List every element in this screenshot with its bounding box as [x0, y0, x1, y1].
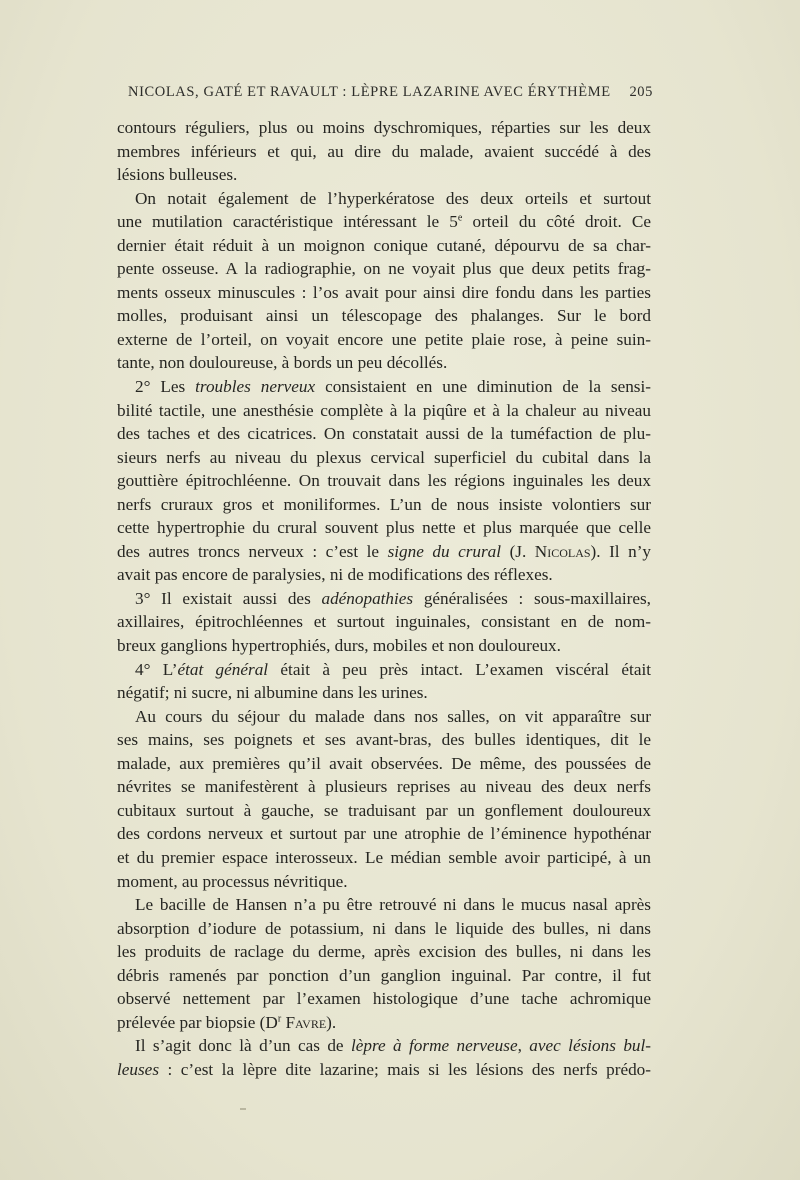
text-line: lésions bulleuses.: [117, 165, 238, 185]
text-line: membres inférieurs et qui, au dire du malade, avaient succédé à des: [117, 141, 651, 161]
text-line: axillaires, épitrochléennes et surtout inguinales, consistant en de nom-: [117, 612, 651, 632]
text-line: les produits de raclage du derme, après excision des bulles, ni dans les: [117, 942, 651, 962]
text-line: 2° Les troubles nerveux consistaient en une diminution de la sensi-: [135, 377, 651, 397]
text-line: absorption d’iodure de potassium, ni dans le liquide des bulles, ni dans: [117, 918, 651, 938]
text-line: débris ramenés par ponction d’un ganglion inguinal. Par contre, il fut: [117, 965, 651, 985]
running-title: NICOLAS, GATÉ ET RAVAULT : LÈPRE LAZARINE AVEC ÉRYTHÈME: [128, 84, 611, 100]
text-line: des autres troncs nerveux : c’est le signe du crural (J. Nicolas). Il n’y: [117, 541, 652, 561]
text-line: ses mains, ses poignets et ses avant-bras, des bulles identiques, dit le: [117, 730, 651, 750]
text-line: des taches et des cicatrices. On constatait aussi de la tuméfaction de plu-: [117, 424, 651, 444]
text-line: et du premier espace interosseux. Le médian semble avoir participé, à un: [117, 847, 651, 867]
text-line: gouttière épitrochléenne. On trouvait dans les régions inguinales les deux: [117, 471, 651, 491]
text-line: leuses : c’est la lèpre dite lazarine; mais si les lésions des nerfs prédo-: [117, 1059, 651, 1079]
text-line: contours réguliers, plus ou moins dyschromiques, réparties sur les deux: [117, 118, 651, 137]
text-line: sieurs nerfs au niveau du plexus cervical superficiel du cubital dans la: [117, 447, 651, 467]
text-line: ments osseux minuscules : l’os avait pour ainsi dire fondu dans les parties: [117, 282, 651, 302]
page-number: 205: [629, 84, 653, 100]
body-text: [117, 116, 651, 1081]
text-line: 4° L’état général était à peu près intact. L’examen viscéral était: [135, 659, 652, 679]
text-line: molles, produisant ainsi un télescopage des phalanges. Sur le bord: [117, 306, 651, 326]
text-line: cette hypertrophie du crural souvent plus nette et plus marquée que celle: [117, 518, 651, 538]
text-line: bilité tactile, une anesthésie complète à la piqûre et à la chaleur au niveau: [117, 400, 651, 420]
text-line: Au cours du séjour du malade dans nos salles, on vit apparaître sur: [135, 706, 651, 726]
text-line: nerfs cruraux gros et moniliformes. L’un de nous insiste volontiers sur: [117, 494, 651, 514]
text-line: moment, au processus névritique.: [117, 871, 348, 891]
text-line: On notait également de l’hyperkératose des deux orteils et surtout: [135, 188, 651, 208]
text-line: névrites se manifestèrent à plusieurs reprises au niveau des deux nerfs: [117, 777, 651, 797]
text-line: breux ganglions hypertrophiés, durs, mobiles et non douloureux.: [117, 636, 561, 656]
text-line: externe de l’orteil, on voyait encore une petite plaie rose, à peine suin-: [117, 329, 651, 349]
text-line: négatif; ni sucre, ni albumine dans les urines.: [117, 683, 428, 703]
text-line: tante, non douloureuse, à bords un peu décollés.: [117, 353, 448, 373]
text-line: cubitaux surtout à gauche, se traduisant par un gonflement douloureux: [117, 800, 651, 820]
text-line: prélevée par biopsie ($D^r$ Favre).: [117, 1012, 337, 1032]
text-line: 3° Il existait aussi des adénopathies généralisées : sous-maxillaires,: [135, 588, 651, 608]
text-line: avait pas encore de paralysies, ni de modifications des réflexes.: [117, 565, 553, 585]
text-line: une mutilation caractéristique intéressant le 5e orteil du côté droit. Ce: [117, 212, 651, 232]
text-line: dernier était réduit à un moignon conique cutané, dépourvu de sa char-: [117, 235, 651, 255]
paper-speck: [240, 1108, 246, 1110]
text-line: pente osseuse. A la radiographie, on ne voyait plus que deux petits frag-: [117, 259, 651, 279]
running-header: [128, 84, 653, 101]
text-line: observé nettement par l’examen histologique d’une tache achromique: [117, 989, 651, 1009]
text-line: Il s’agit donc là d’un cas de lèpre à forme nerveuse, avec lésions bul-: [135, 1036, 652, 1056]
text-line: Le bacille de Hansen n’a pu être retrouvé ni dans le mucus nasal après: [135, 895, 651, 915]
text-line: des cordons nerveux et surtout par une atrophie de l’éminence hypothénar: [117, 824, 651, 844]
text-line: malade, aux premières qu’il avait observées. De même, des poussées de: [117, 753, 651, 773]
